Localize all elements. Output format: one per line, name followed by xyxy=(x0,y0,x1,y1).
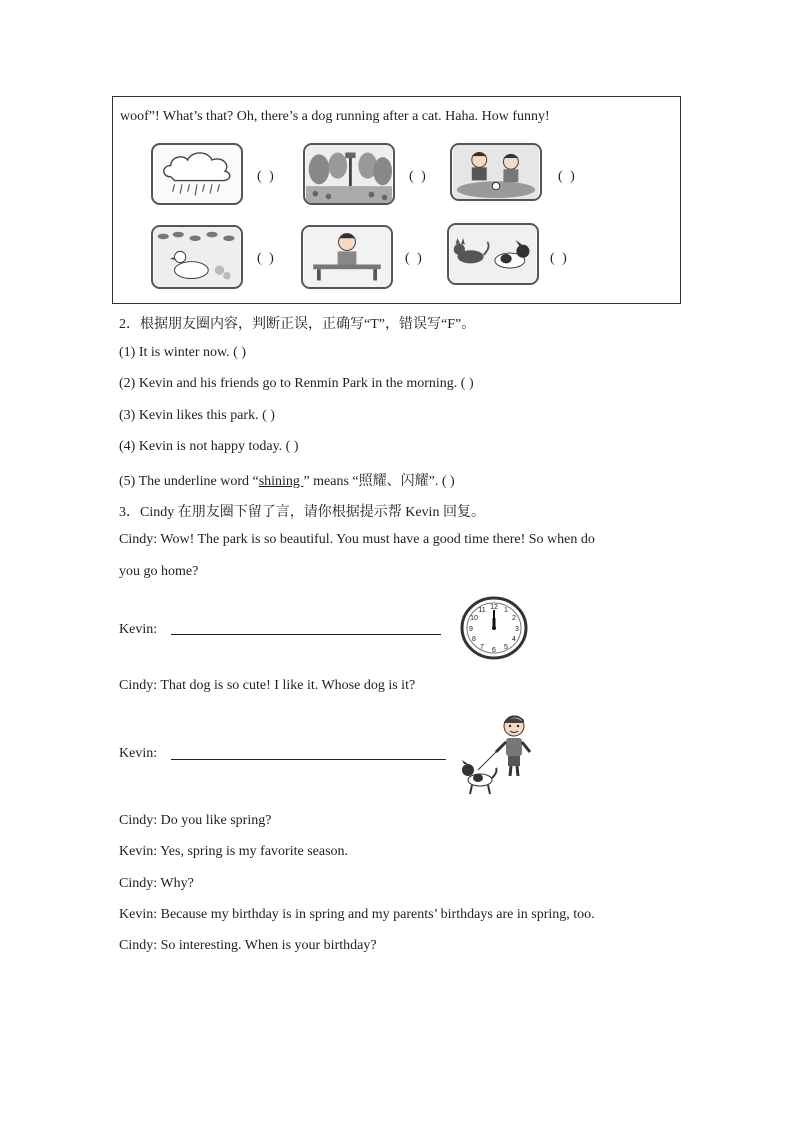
cindy-line-3: Cindy: Do you like spring? xyxy=(119,813,272,828)
duck-icon xyxy=(153,227,241,287)
boy-on-bench-picture xyxy=(301,225,393,289)
answer-blank-5[interactable]: ( ) xyxy=(405,251,424,266)
picture-matching-box xyxy=(112,96,681,304)
kevin-label-1: Kevin: xyxy=(119,622,158,637)
clock-number-2: 2 xyxy=(512,615,516,622)
answer-blank-6[interactable]: ( ) xyxy=(550,251,569,266)
underlined-word: shining xyxy=(258,474,304,489)
question-2-title: 2．根据朋友圈内容，判断正误，正确写“T”，错误写“F”。 xyxy=(119,317,476,332)
clock-number-11: 11 xyxy=(478,607,486,614)
q2-item-4: (4) Kevin is not happy today. ( ) xyxy=(119,439,299,454)
answer-blank-4[interactable]: ( ) xyxy=(257,251,276,266)
q2-item-1: (1) It is winter now. ( ) xyxy=(119,345,247,360)
box-intro-text: woof”! What’s that? Oh, there’s a dog running after a cat. Haha. How funny! xyxy=(120,109,550,124)
clock-number-9: 9 xyxy=(469,626,473,633)
clock-number-8: 8 xyxy=(472,636,476,643)
q2-item-3: (3) Kevin likes this park. ( ) xyxy=(119,408,275,423)
clock-icon xyxy=(459,596,529,660)
clock-number-12: 12 xyxy=(490,604,498,611)
dog-chasing-cat-picture xyxy=(447,223,539,285)
duck-pond-picture xyxy=(151,225,243,289)
clock-number-10: 10 xyxy=(470,615,478,622)
cindy-line-5: Cindy: So interesting. When is your birthday? xyxy=(119,938,377,953)
boy-bench-icon xyxy=(303,227,391,287)
kevin-label-2: Kevin: xyxy=(119,746,158,761)
kids-playing-picture xyxy=(450,143,542,201)
q2-item-5-suffix: ” means “照耀、闪耀”. ( ) xyxy=(303,474,455,489)
kids-playing-icon xyxy=(452,145,540,199)
clock-number-3: 3 xyxy=(515,626,519,633)
dog-cat-icon xyxy=(449,225,537,283)
q2-item-5-prefix: (5) The underline word “ xyxy=(119,474,259,489)
kevin-answer-line-2[interactable] xyxy=(171,759,446,760)
clock-number-1: 1 xyxy=(504,607,508,614)
answer-blank-2[interactable]: ( ) xyxy=(409,169,428,184)
cindy-line-2: Cindy: That dog is so cute! I like it. Whose dog is it? xyxy=(119,678,416,693)
boy-walking-dog-icon xyxy=(460,712,536,802)
cindy-line-1: Cindy: Wow! The park is so beautiful. You must have a good time there! So when do xyxy=(119,532,595,547)
q2-item-5 xyxy=(119,470,455,490)
rain-cloud-icon xyxy=(153,145,241,203)
clock-number-7: 7 xyxy=(480,644,484,651)
rain-cloud-picture xyxy=(151,143,243,205)
kevin-answer-line-1[interactable] xyxy=(171,634,441,635)
clock-number-5: 5 xyxy=(504,644,508,651)
answer-blank-3[interactable]: ( ) xyxy=(558,169,577,184)
q2-item-2: (2) Kevin and his friends go to Renmin Park in the morning. ( ) xyxy=(119,376,474,391)
kevin-line-3: Kevin: Yes, spring is my favorite season. xyxy=(119,844,349,859)
clock-number-6: 6 xyxy=(492,647,496,654)
park-picture xyxy=(303,143,395,205)
cindy-line-4: Cindy: Why? xyxy=(119,876,194,891)
park-trees-icon xyxy=(305,145,393,203)
answer-blank-1[interactable]: ( ) xyxy=(257,169,276,184)
cindy-line-1-cont: you go home? xyxy=(119,564,199,579)
clock-number-4: 4 xyxy=(512,636,516,643)
kevin-line-4: Kevin: Because my birthday is in spring and my parents’ birthdays are in spring, too. xyxy=(119,907,595,922)
question-3-title: 3．Cindy 在朋友圈下留了言，请你根据提示帮 Kevin 回复。 xyxy=(119,505,485,520)
